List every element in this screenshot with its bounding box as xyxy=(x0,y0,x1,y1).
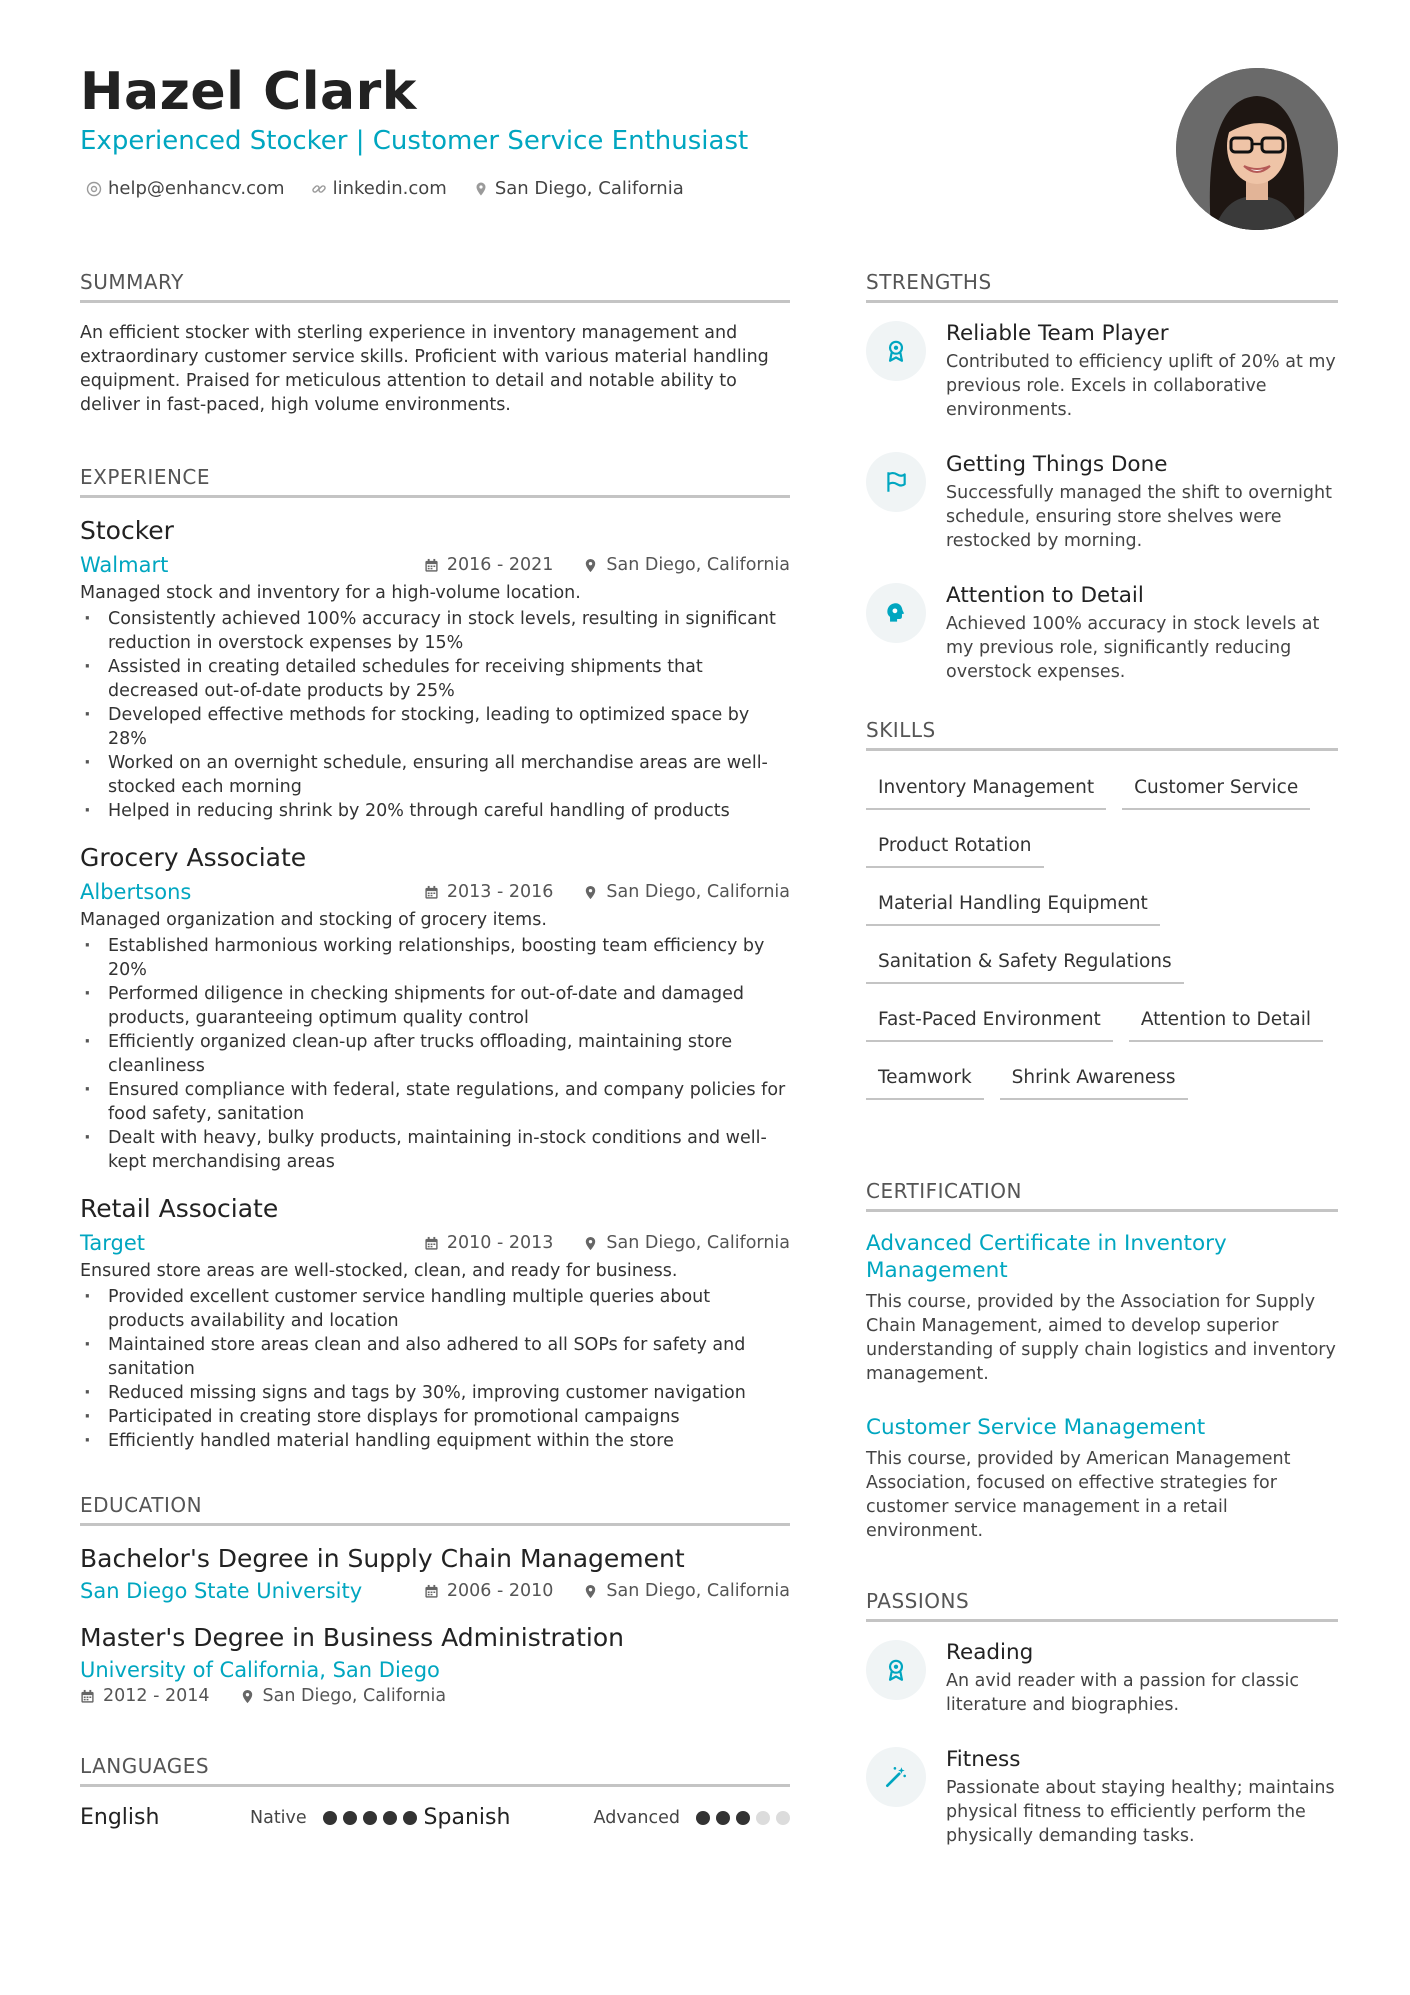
at-icon xyxy=(86,181,102,197)
certification-description: This course, provided by American Management Association, focused on effective strategies for customer service management in a retail environment. xyxy=(866,1449,1291,1541)
certification-entry xyxy=(866,1230,1338,1386)
contact-bar xyxy=(86,178,684,199)
language-list xyxy=(80,1805,790,1830)
flag-icon xyxy=(866,452,926,512)
education-meta xyxy=(424,1581,790,1601)
strength-list xyxy=(866,321,1338,684)
passions-description: Passionate about staying healthy; maintains physical fitness to efficiently perform the physically demanding tasks. xyxy=(946,1778,1335,1846)
calendar-icon xyxy=(424,885,439,900)
rating-dot-empty xyxy=(776,1811,790,1825)
education-entry xyxy=(80,1544,790,1603)
job-location xyxy=(583,555,790,575)
skills-heading: SKILLS xyxy=(866,718,1338,751)
summary-section xyxy=(80,270,790,417)
education-heading: EDUCATION xyxy=(80,1493,790,1526)
experience-heading: EXPERIENCE xyxy=(80,465,790,498)
strengths-item xyxy=(866,583,1338,684)
passions-heading: PASSIONS xyxy=(866,1589,1338,1622)
candidate-name: Hazel Clark xyxy=(80,62,417,122)
job-bullet: · Ensured compliance with federal, state regulations, and company policies for food safety, sanitation xyxy=(80,1078,790,1126)
magic-wand-icon xyxy=(866,1747,926,1807)
education-dates xyxy=(80,1686,210,1706)
strengths-description: Successfully managed the shift to overnight schedule, ensuring store shelves were restocked by morning. xyxy=(946,483,1332,551)
language-rating xyxy=(696,1811,790,1825)
job-dates xyxy=(424,555,554,575)
school-name: San Diego State University xyxy=(80,1579,363,1603)
strengths-title: Attention to Detail xyxy=(946,583,1144,608)
job-meta-row xyxy=(80,880,790,904)
skills-section xyxy=(866,718,1338,1117)
strengths-title: Getting Things Done xyxy=(946,452,1168,477)
right-column xyxy=(866,270,1338,1882)
rating-dot-filled xyxy=(383,1811,397,1825)
email-text: help@enhancv.com xyxy=(108,178,285,199)
skill-tag: Sanitation & Safety Regulations xyxy=(866,943,1184,984)
job-bullet: · Performed diligence in checking shipments for out-of-date and damaged products, guaranteeing optimum quality control xyxy=(80,982,790,1030)
school-name: University of California, San Diego xyxy=(80,1658,440,1682)
contact-linkedin[interactable] xyxy=(311,178,447,199)
language-item xyxy=(424,1805,790,1830)
passions-body xyxy=(946,1747,1338,1848)
language-level: Native xyxy=(250,1807,307,1828)
location-pin-icon xyxy=(583,885,598,900)
education-list xyxy=(80,1544,790,1706)
job-meta xyxy=(424,882,790,902)
location-pin-icon xyxy=(583,558,598,573)
job-title: Retail Associate xyxy=(80,1194,279,1223)
candidate-title: Experienced Stocker | Customer Service Enthusiast xyxy=(80,126,749,156)
award-icon xyxy=(866,321,926,381)
job-dates-text: 2013 - 2016 xyxy=(446,882,554,902)
degree-title: Master's Degree in Business Administration xyxy=(80,1623,625,1652)
rating-dot-empty xyxy=(756,1811,770,1825)
skill-tag: Shrink Awareness xyxy=(1000,1059,1188,1100)
rating-dot-filled xyxy=(403,1811,417,1825)
brain-icon xyxy=(866,583,926,643)
job-entry xyxy=(80,843,790,1174)
passions-item xyxy=(866,1640,1338,1717)
avatar-icon xyxy=(1176,68,1338,230)
strengths-item xyxy=(866,452,1338,553)
certification-heading: CERTIFICATION xyxy=(866,1179,1338,1212)
job-description: Managed stock and inventory for a high-volume location. xyxy=(80,583,581,603)
job-bullets xyxy=(80,607,790,823)
certification-title: Advanced Certificate in Inventory Management xyxy=(866,1231,1227,1283)
languages-heading: LANGUAGES xyxy=(80,1754,790,1787)
education-location-text: San Diego, California xyxy=(606,1581,790,1601)
location-pin-icon xyxy=(583,1584,598,1599)
job-bullets xyxy=(80,934,790,1174)
location-text: San Diego, California xyxy=(494,178,684,199)
profile-photo xyxy=(1176,68,1338,230)
strengths-description: Contributed to efficiency uplift of 20% at my previous role. Excels in collaborative environments. xyxy=(946,352,1336,420)
rating-dot-filled xyxy=(736,1811,750,1825)
job-dates-text: 2016 - 2021 xyxy=(446,555,554,575)
summary-heading: SUMMARY xyxy=(80,270,790,303)
job-dates-text: 2010 - 2013 xyxy=(446,1233,554,1253)
job-bullet: · Efficiently organized clean-up after trucks offloading, maintaining store cleanliness xyxy=(80,1030,790,1078)
skill-tag: Attention to Detail xyxy=(1129,1001,1323,1042)
skill-tag: Product Rotation xyxy=(866,827,1044,868)
job-meta xyxy=(424,555,790,575)
education-location xyxy=(583,1581,790,1601)
passions-description: An avid reader with a passion for classic literature and biographies. xyxy=(946,1671,1299,1715)
job-list xyxy=(80,516,790,1453)
job-meta-row xyxy=(80,553,790,577)
job-title: Grocery Associate xyxy=(80,843,307,872)
job-bullet: · Helped in reducing shrink by 20% through careful handling of products xyxy=(80,799,790,823)
rating-dot-filled xyxy=(696,1811,710,1825)
passions-item xyxy=(866,1747,1338,1848)
education-meta xyxy=(80,1686,790,1706)
job-dates xyxy=(424,882,554,902)
skill-list xyxy=(866,769,1338,1117)
job-bullet: · Participated in creating store displays for promotional campaigns xyxy=(80,1405,790,1429)
job-meta xyxy=(424,1233,790,1253)
job-entry xyxy=(80,1194,790,1453)
job-location xyxy=(583,1233,790,1253)
summary-text: An efficient stocker with sterling experience in inventory management and extraordinary customer service skills. Proficient with various material handling equipment. Praised for meticulous attention to detail and notable ability to deliver in fast-paced, high volume environments. xyxy=(80,323,769,415)
job-bullet: · Efficiently handled material handling equipment within the store xyxy=(80,1429,790,1453)
job-bullet: · Worked on an overnight schedule, ensuring all merchandise areas are well-stocked each morning xyxy=(80,751,790,799)
rating-dot-filled xyxy=(343,1811,357,1825)
job-bullet: · Assisted in creating detailed schedules for receiving shipments that decreased out-of-date products by 25% xyxy=(80,655,790,703)
job-dates xyxy=(424,1233,554,1253)
education-section xyxy=(80,1493,790,1706)
skill-tag: Material Handling Equipment xyxy=(866,885,1160,926)
job-location-text: San Diego, California xyxy=(606,1233,790,1253)
calendar-icon xyxy=(80,1689,95,1704)
location-pin-icon xyxy=(583,1236,598,1251)
contact-email[interactable] xyxy=(86,178,285,199)
passions-section xyxy=(866,1589,1338,1848)
education-dates xyxy=(424,1581,554,1601)
job-description: Ensured store areas are well-stocked, clean, and ready for business. xyxy=(80,1261,678,1281)
job-bullet: · Consistently achieved 100% accuracy in stock levels, resulting in significant reduction in overstock expenses by 15% xyxy=(80,607,790,655)
job-description: Managed organization and stocking of grocery items. xyxy=(80,910,547,930)
calendar-icon xyxy=(424,1236,439,1251)
calendar-icon xyxy=(424,558,439,573)
certification-section xyxy=(866,1179,1338,1543)
award-icon xyxy=(866,1640,926,1700)
calendar-icon xyxy=(424,1584,439,1599)
education-location xyxy=(240,1686,447,1706)
education-dates-text: 2012 - 2014 xyxy=(103,1686,210,1706)
certification-list xyxy=(866,1230,1338,1543)
job-bullet: · Dealt with heavy, bulky products, maintaining in-stock conditions and well-kept merchandising areas xyxy=(80,1126,790,1174)
company-name: Walmart xyxy=(80,553,169,577)
strengths-body xyxy=(946,583,1338,684)
strengths-title: Reliable Team Player xyxy=(946,321,1169,346)
job-bullets xyxy=(80,1285,790,1453)
passions-body xyxy=(946,1640,1338,1717)
job-entry xyxy=(80,516,790,823)
job-bullet: · Reduced missing signs and tags by 30%, improving customer navigation xyxy=(80,1381,790,1405)
strengths-section xyxy=(866,270,1338,684)
education-location-text: San Diego, California xyxy=(262,1686,447,1706)
languages-section xyxy=(80,1754,790,1830)
strengths-body xyxy=(946,321,1338,422)
rating-dot-filled xyxy=(323,1811,337,1825)
left-column xyxy=(80,270,790,1864)
job-location xyxy=(583,882,790,902)
education-dates-text: 2006 - 2010 xyxy=(446,1581,554,1601)
company-name: Target xyxy=(80,1231,145,1255)
job-bullet: · Maintained store areas clean and also adhered to all SOPs for safety and sanitation xyxy=(80,1333,790,1381)
job-location-text: San Diego, California xyxy=(606,555,790,575)
skill-tag: Customer Service xyxy=(1122,769,1310,810)
contact-location xyxy=(473,178,684,199)
education-meta-row xyxy=(80,1579,790,1603)
language-name: Spanish xyxy=(423,1805,511,1830)
job-bullet: · Provided excellent customer service handling multiple queries about products availability and location xyxy=(80,1285,790,1333)
experience-section xyxy=(80,465,790,1453)
certification-title: Customer Service Management xyxy=(866,1415,1206,1440)
job-bullet: · Developed effective methods for stocking, leading to optimized space by 28% xyxy=(80,703,790,751)
strengths-heading: STRENGTHS xyxy=(866,270,1338,303)
passions-title: Reading xyxy=(946,1640,1034,1665)
linkedin-text: linkedin.com xyxy=(332,178,447,199)
location-pin-icon xyxy=(473,181,489,197)
strengths-body xyxy=(946,452,1338,553)
company-name: Albertsons xyxy=(80,880,192,904)
language-name: English xyxy=(80,1805,160,1830)
job-meta-row xyxy=(80,1231,790,1255)
passions-title: Fitness xyxy=(946,1747,1021,1772)
strengths-item xyxy=(866,321,1338,422)
job-location-text: San Diego, California xyxy=(606,882,790,902)
rating-dot-filled xyxy=(363,1811,377,1825)
language-level: Advanced xyxy=(593,1807,680,1828)
job-bullet: · Established harmonious working relationships, boosting team efficiency by 20% xyxy=(80,934,790,982)
skill-tag: Teamwork xyxy=(866,1059,984,1100)
education-entry xyxy=(80,1623,790,1706)
certification-entry xyxy=(866,1414,1338,1543)
language-rating xyxy=(323,1811,417,1825)
job-title: Stocker xyxy=(80,516,174,545)
location-pin-icon xyxy=(240,1689,255,1704)
rating-dot-filled xyxy=(716,1811,730,1825)
degree-title: Bachelor's Degree in Supply Chain Management xyxy=(80,1544,685,1573)
language-item xyxy=(80,1805,417,1830)
strengths-description: Achieved 100% accuracy in stock levels at my previous role, significantly reducing overstock expenses. xyxy=(946,614,1320,682)
passion-list xyxy=(866,1640,1338,1848)
skill-tag: Inventory Management xyxy=(866,769,1106,810)
skill-tag: Fast-Paced Environment xyxy=(866,1001,1113,1042)
certification-description: This course, provided by the Association for Supply Chain Management, aimed to develop superior understanding of supply chain logistics and inventory management. xyxy=(866,1292,1336,1384)
link-icon xyxy=(311,181,327,197)
